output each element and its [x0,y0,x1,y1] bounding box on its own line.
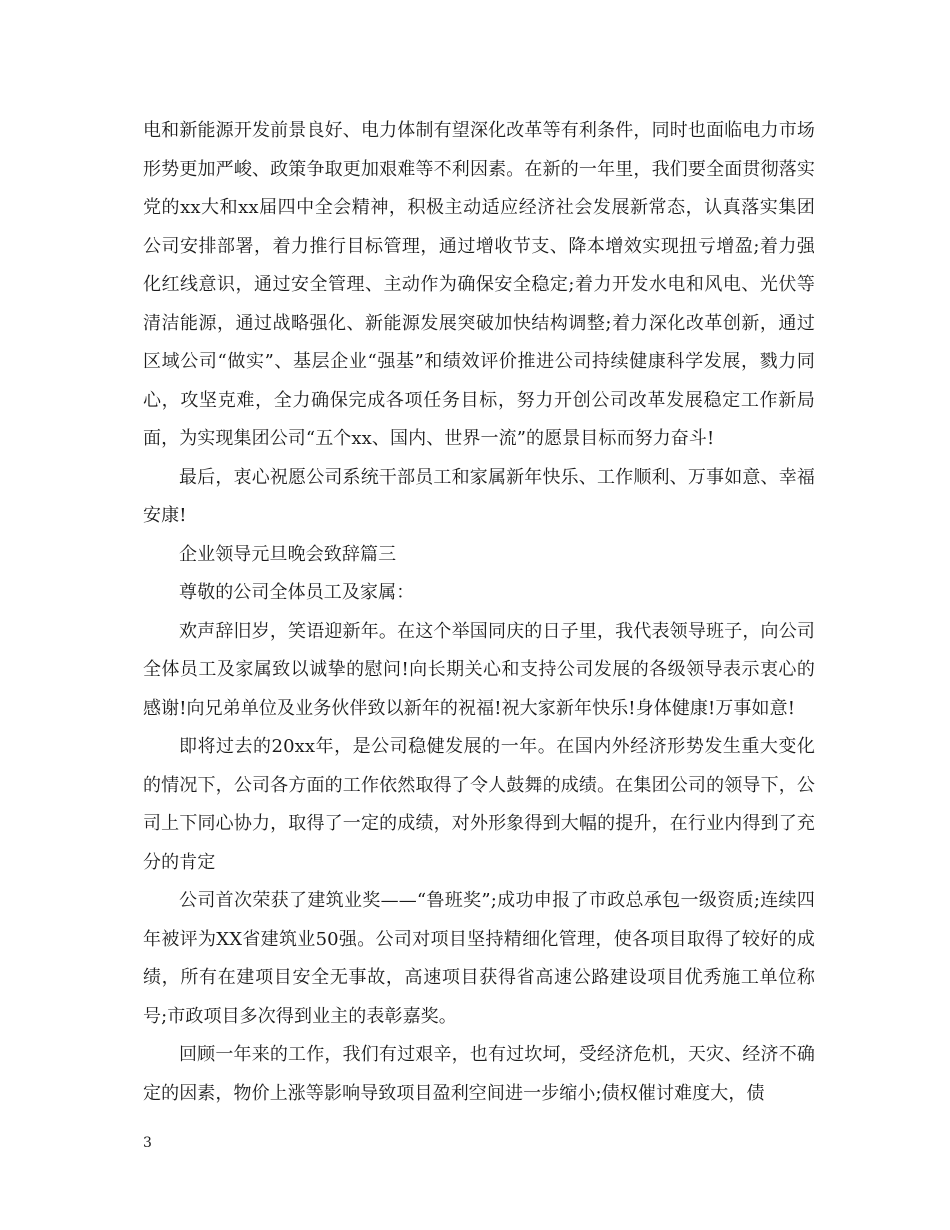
salutation: 尊敬的公司全体员工及家属： [179,582,415,603]
paragraph-6: 即将过去的20xx年，是公司稳健发展的一年。在国内外经济形势发生重大变化的情况下，公司各方面的工作依然取得了令人鼓舞的成绩。在集团公司的领导下，公司上下同心协力，取得了一定的成绩，对外形象得到大幅的提升，在行业内得到了充分的肯定 [143,736,815,873]
paragraph-1: 电和新能源开发前景良好、电力体制有望深化改革等有利条件，同时也面临电力市场形势更加严峻、政策争取更加艰难等不利因素。在新的一年里，我们要全面贯彻落实党的xx大和xx届四中全会精神，积极主动适应经济社会发展新常态，认真落实集团公司安排部署，着力推行目标管理，通过增收节支、降本增效实现扭亏增盈;着力强化红线意识，通过安全管理、主动作为确保安全稳定;着力开发水电和风电、光伏等清洁能源，通过战略强化、新能源发展突破加快结构调整;着力深化改革创新，通过区域公司“做实”、基层企业“强基”和绩效评价推进公司持续健康科学发展，戮力同心，攻坚克难，全力确保完成各项任务目标，努力开创公司改革发展稳定工作新局面，为实现集团公司“五个xx、国内、世界一流”的愿景目标而努力奋斗! [143,120,815,449]
paragraph-5: 欢声辞旧岁，笑语迎新年。在这个举国同庆的日子里，我代表领导班子，向公司全体员工及家属致以诚挚的慰问!向长期关心和支持公司发展的各级领导表示衷心的感谢!向兄弟单位及业务伙伴致以新年的祝福!祝大家新年快乐!身体健康!万事如意! [143,620,815,719]
document-body [143,112,815,1113]
paragraph-8: 回顾一年来的工作，我们有过艰辛，也有过坎坷，受经济危机，天灾、经济不确定的因素，物价上涨等影响导致项目盈利空间进一步缩小;债权催讨难度大，债 [143,1044,815,1104]
paragraph-7: 公司首次荣获了建筑业奖——“鲁班奖”;成功申报了市政总承包一级资质;连续四年被评为XX省建筑业50强。公司对项目坚持精细化管理，使各项目取得了较好的成绩，所有在建项目安全无事故，高速项目获得省高速公路建设项目优秀施工单位称号;市政项目多次得到业主的表彰嘉奖。 [143,890,815,1027]
page-number: 3 [143,1135,152,1151]
paragraph-2: 最后，衷心祝愿公司系统干部员工和家属新年快乐、工作顺利、万事如意、幸福安康! [143,466,815,526]
section-heading: 企业领导元旦晚会致辞篇三 [179,543,397,565]
